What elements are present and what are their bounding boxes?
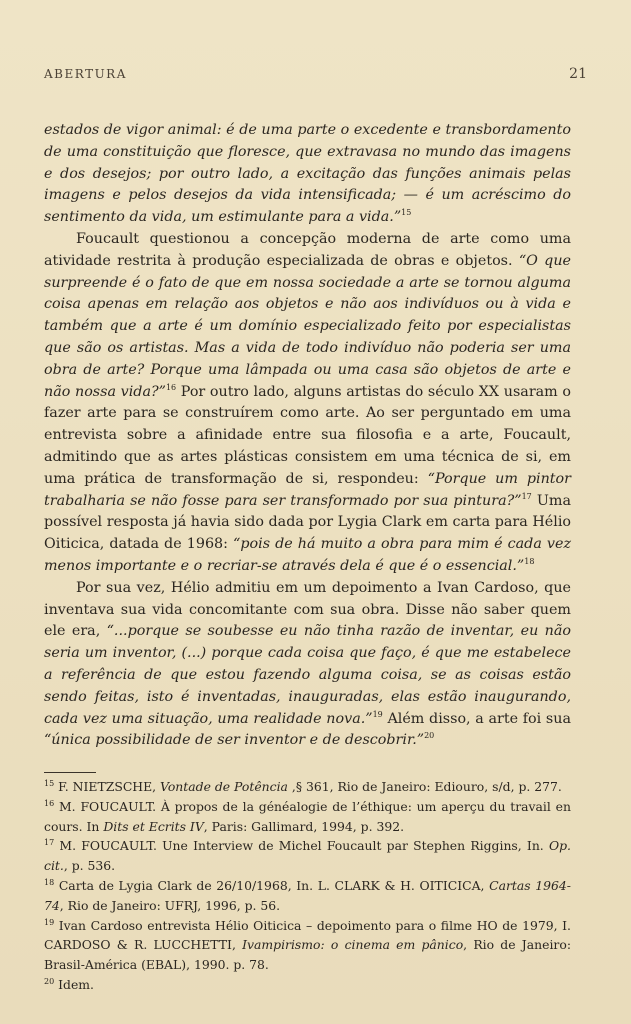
text-run: Além disso, a arte foi sua xyxy=(382,710,571,727)
footnote-15 xyxy=(44,777,571,797)
quote-helio-2: “única possibilidade de ser inventor e de descobrir.” xyxy=(44,732,425,749)
footnote-number: 15 xyxy=(44,778,55,788)
footnote-text: , Rio de Janeiro: Brasil-América (EBAL), 1990. p. 78. xyxy=(44,937,571,973)
footnote-title: Cartas 1964-74 xyxy=(44,877,571,913)
footnote-text: M. FOUCAULT. À propos de la généalogie de l’éthique: um aperçu du travail en cours. In xyxy=(44,798,571,834)
footnote-16 xyxy=(44,797,571,837)
footnote-title: Dits et Ecrits IV xyxy=(103,818,204,834)
text-run: Por outro lado, alguns artistas do século XX usaram o fazer arte para se construírem como arte. Ao ser perguntado em uma entrevista sobre a afinidade entre sua filosofia e a arte, Foucault, admitindo que as artes plásticas consistem em uma técnica de si, em uma prática de transformação de si, respondeu: xyxy=(44,383,571,487)
footnote-number: 16 xyxy=(44,798,55,808)
footnote-ref-20[interactable]: 20 xyxy=(424,731,435,741)
footnote-text: Ivan Cardoso entrevista Hélio Oiticica – depoimento para o filme HO de 1979, I. CARDOSO & R. LUCCHETTI, xyxy=(44,917,571,953)
main-text xyxy=(44,120,571,752)
footnote-ref-16[interactable]: 16 xyxy=(165,382,177,392)
quote-lygia-clark: “pois de há muito a obra para mim é cada vez menos importante e o recriar-se através dela é que é o essencial.” xyxy=(44,536,571,574)
footnote-title: Op. cit. xyxy=(44,838,571,874)
quote-paragraph xyxy=(44,120,571,229)
footnote-number: 17 xyxy=(44,838,55,848)
footnote-20 xyxy=(44,975,571,995)
footnote-ref-17[interactable]: 17 xyxy=(521,491,532,501)
paragraph-helio xyxy=(44,578,571,752)
footnote-text: ,§ 361, Rio de Janeiro: Ediouro, s/d, p. 277. xyxy=(287,779,562,794)
running-header xyxy=(44,66,587,82)
footnote-divider xyxy=(44,772,96,773)
footnote-text: , Rio de Janeiro: UFRJ, 1996, p. 56. xyxy=(59,897,281,913)
footnote-ref-19[interactable]: 19 xyxy=(372,709,383,719)
footnote-text: , p. 536. xyxy=(63,858,116,874)
footnote-text: Idem. xyxy=(54,976,94,992)
paragraph-foucault xyxy=(44,229,571,578)
footnote-19 xyxy=(44,916,571,975)
footnote-text: M. FOUCAULT. Une Interview de Michel Foucault par Stephen Riggins, In. xyxy=(54,838,549,854)
footnote-number: 19 xyxy=(44,917,55,927)
footnote-title: Vontade de Potência xyxy=(160,779,288,794)
footnotes xyxy=(44,777,571,995)
quote-foucault-1: “O que surpreende é o fato de que em nossa sociedade a arte se tornou alguma coisa apenas em relação aos objetos e não aos indivíduos ou à vida e também que a arte é um domínio especializado feito por especialistas que são os artistas. Mas a vida de todo indivíduo não poderia ser uma obra de arte? Porque uma lâmpada ou uma casa são objetos de arte e não nossa vida?” xyxy=(44,252,571,400)
footnote-ref-15[interactable]: 15 xyxy=(401,208,412,218)
footnote-number: 20 xyxy=(44,976,55,986)
running-title: ABERTURA xyxy=(44,67,127,81)
quote-foucault-2: “Porque um pintor trabalharia se não fosse para ser transformado por sua pintura?” xyxy=(44,470,571,509)
footnote-number: 18 xyxy=(44,877,55,887)
text-run: Por sua vez, Hélio admitiu em um depoimento a Ivan Cardoso, que inventava sua vida concomitante com sua obra. Disse não saber quem ele era, xyxy=(44,579,571,640)
footnote-ref-18[interactable]: 18 xyxy=(524,557,535,567)
quote-text: estados de vigor animal: é de uma parte o excedente e transbordamento de uma constituição que floresce, que extravasa no mundo das imagens e dos desejos; por outro lado, a excitação das funções animais pelas imagens e pelos desejos da vida intensificada; — é um acréscimo do sentimento da vida, um estimulante para a vida.” xyxy=(44,122,571,226)
footnote-18 xyxy=(44,876,571,916)
footnote-text: , Paris: Gallimard, 1994, p. 392. xyxy=(203,818,405,834)
footnote-text: F. NIETZSCHE, xyxy=(54,779,161,794)
quote-helio-1: “...porque se soubesse eu não tinha razão de inventar, eu não seria um inventor, (...) porque cada coisa que faço, é que me estabelece a referência de que estou fazendo alguma coisa, se as coisas estão sendo feitas, isto é inventadas, inauguradas, elas estão inaugurando, cada vez uma situação, uma realidade nova.” xyxy=(44,623,571,727)
footnote-text: Carta de Lygia Clark de 26/10/1968, In. L. CLARK & H. OITICICA, xyxy=(54,877,490,893)
footnote-title: Ivampirismo: o cinema em pânico xyxy=(242,937,464,953)
text-run: Foucault questionou a concepção moderna de arte como uma atividade restrita à produção especializada de obras e objetos. xyxy=(44,230,571,269)
page-number: 21 xyxy=(569,66,587,82)
footnote-17 xyxy=(44,836,571,876)
text-run: Uma possível resposta já havia sido dada por Lygia Clark em carta para Hélio Oiticica, datada de 1968: xyxy=(44,492,571,553)
